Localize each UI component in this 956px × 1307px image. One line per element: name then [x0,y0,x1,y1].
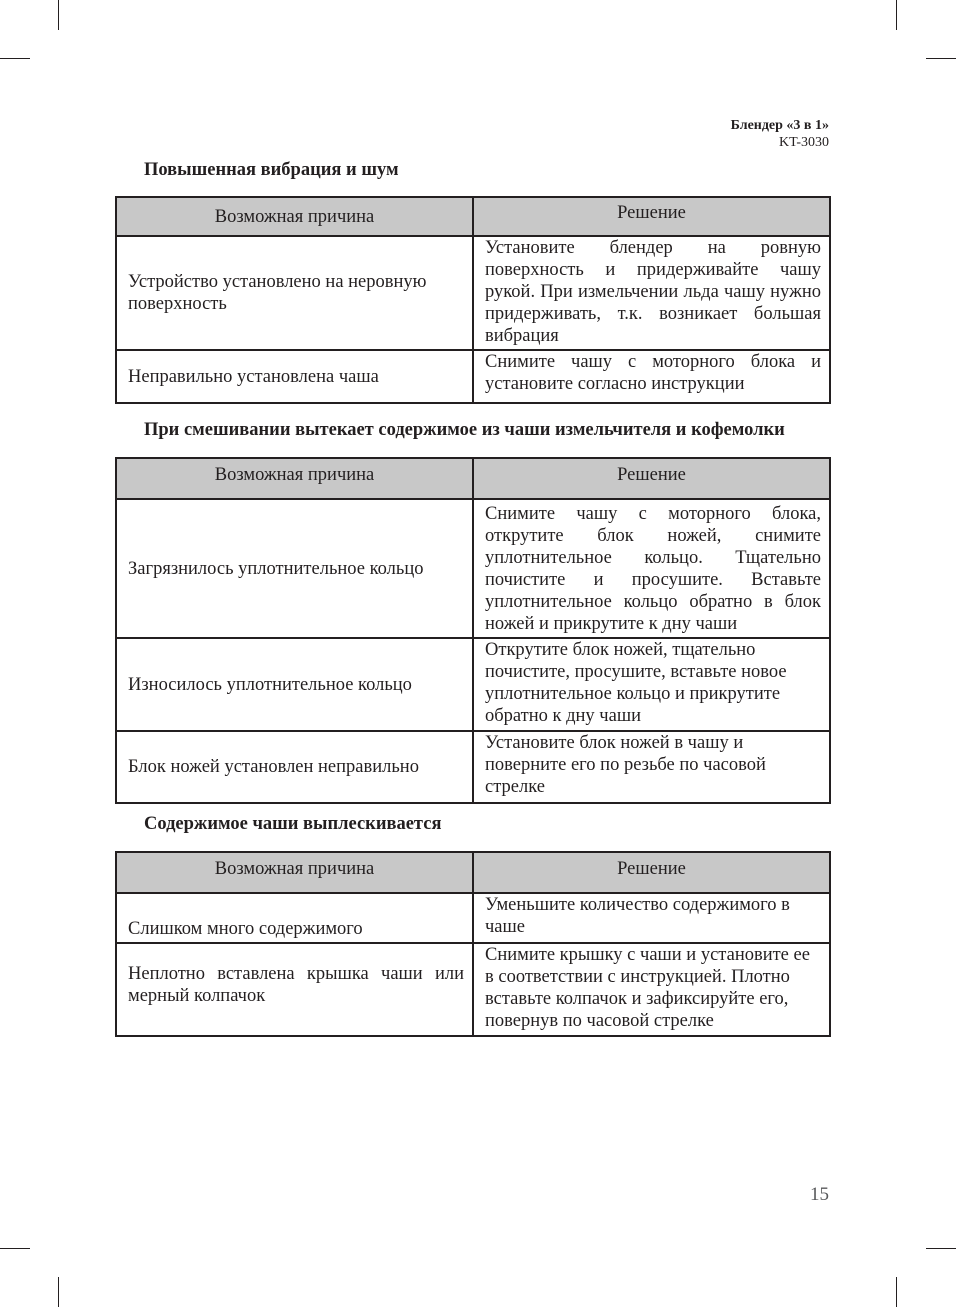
table-row [116,236,830,350]
cause-cell: Неплотно вставлена крышка чаши или мерный колпачок [116,943,473,1036]
page-number: 15 [810,1184,829,1205]
table-header-row [116,458,830,499]
cause-cell: Устройство установлено на неровную поверхность [116,236,473,350]
product-title: Блендер «3 в 1» [730,118,829,133]
solution-column-header: Решение [473,458,830,499]
cause-cell: Износилось уплотнительное кольцо [116,638,473,731]
table-row [116,638,830,731]
solution-cell: Установите блендер на ровную поверхность и придерживайте чашу рукой. При измельчении льда чашу нужно придерживать, т.к. возникает большая вибрация [473,236,830,350]
solution-cell: Снимите крышку с чаши и установите ее в соответствии с инструкцией. Плотно вставьте колпачок и зафиксируйте его, повернув по часовой стрелке [473,943,830,1036]
solution-cell: Уменьшите количество содержимого в чаше [473,893,830,943]
table-row [116,893,830,943]
crop-mark [0,58,30,59]
solution-cell: Снимите чашу с моторного блока и установите согласно инструкции [473,350,830,403]
cause-column-header: Возможная причина [116,852,473,893]
section-title: При смешивании вытекает содержимое из чаши измельчителя и кофемолки [144,420,785,440]
solution-cell: Установите блок ножей в чашу и поверните его по резьбе по часовой стрелке [473,731,830,803]
crop-mark [896,0,897,30]
crop-mark [58,1277,59,1307]
cause-column-header: Возможная причина [116,458,473,499]
table-row [116,350,830,403]
solution-column-header: Решение [473,197,830,236]
crop-mark [58,0,59,30]
solution-column-header: Решение [473,852,830,893]
cause-cell: Загрязнилось уплотнительное кольцо [116,499,473,638]
crop-mark [926,1248,956,1249]
cause-cell: Неправильно установлена чаша [116,350,473,403]
table-row [116,499,830,638]
crop-mark [926,58,956,59]
solution-cell: Открутите блок ножей, тщательно почистите, просушите, вставьте новое уплотнительное кольцо и прикрутите обратно к дну чаши [473,638,830,731]
section-title: Содержимое чаши выплескивается [144,814,442,834]
crop-mark [0,1248,30,1249]
troubleshooting-table [115,851,831,1037]
solution-cell: Снимите чашу с моторного блока, открутите блок ножей, снимите уплотнительное кольцо. Тщательно почистите и просушите. Вставьте уплотнительное кольцо обратно в блок ножей и прикрутите к дну чаши [473,499,830,638]
troubleshooting-table [115,196,831,404]
running-header [731,117,829,151]
section-title: Повышенная вибрация и шум [144,160,399,180]
cause-cell: Слишком много содержимого [116,893,473,943]
table-row [116,731,830,803]
troubleshooting-table [115,457,831,804]
crop-mark [896,1277,897,1307]
table-row [116,943,830,1036]
cause-column-header: Возможная причина [116,197,473,236]
table-header-row [116,197,830,236]
cause-cell: Блок ножей установлен неправильно [116,731,473,803]
table-header-row [116,852,830,893]
model-number: KT-3030 [778,135,829,150]
